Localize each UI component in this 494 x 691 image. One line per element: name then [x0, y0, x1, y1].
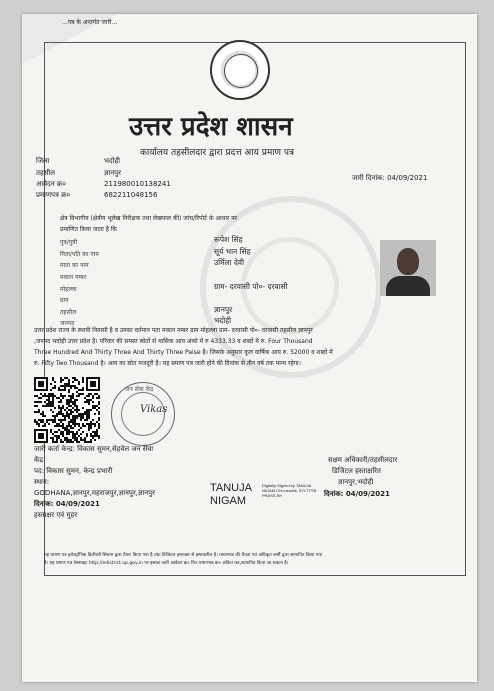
body-line: रु. Fifty Two Thousand है। आय का स्रोत मजदूरी है। यह प्रमाण पत्र जारी होने की दिनांक से तीन वर्ष तक मान्य रहेगा।: [34, 360, 301, 367]
page-subtitle: कार्यालय तहसीलदार द्वारा प्रदत्त आय प्रमाण पत्र: [140, 148, 294, 158]
signer-last-name: NIGAM: [210, 495, 247, 507]
detail-label: माता का नाम: [60, 262, 89, 269]
signer-first-name: TANUJA: [210, 482, 252, 494]
intro-line-2: प्रमाणित किया जाता है कि: [60, 226, 118, 233]
district-value: भदोही: [104, 157, 120, 165]
detail-value: ज्ञानपुर: [214, 305, 233, 314]
kendra-place-label: स्थान:: [34, 478, 50, 486]
seal-ring-text: जन सेवा केंद्र: [125, 386, 154, 393]
applicant-photo: [380, 240, 436, 296]
page-title: उत्तर प्रदेश शासन: [129, 112, 293, 142]
detail-value: रूपेश सिंह: [214, 235, 243, 244]
detail-value: सूर्य भान सिंह: [214, 247, 251, 256]
authority-date: दिनांक: 04/09/2021: [324, 490, 390, 498]
intro-line: क्षेत्र विभागीय (क्षेत्रीय भूलेख निरीक्षक तथा लेखपाल की) जांच/रिपोर्ट के आधार पर: [60, 215, 238, 222]
kendra-date: दिनांक: 04/09/2021: [34, 500, 100, 508]
detail-label: मकान नम्बर: [60, 274, 87, 281]
body-line: Three Hundred And Thirty Three And Thirty Three Paise है। जिसके अनुसार कुल वार्षिक आय रु. 52000 व शब्दों में: [34, 349, 333, 356]
handwritten-signature: Vikas: [140, 404, 168, 415]
detail-value: ग्राम- दरवासी पो०- दरवासी: [214, 282, 288, 291]
footer-line-1: यह प्रमाण पत्र इलेक्ट्रॉनिक डिलीवरी सिस्टम द्वारा तैयार किया गया है तथा डिजिटल हस्ताक्षर से हस्ताक्षरित है। प्रमाणपत्र की वैधता एवं अधिकृत कर्मी द्वारा सत्यापित किया गया: [44, 553, 323, 558]
detail-label: जनपद: [60, 320, 75, 327]
authority-digital: डिजिटल हस्ताक्षरित: [332, 467, 381, 475]
district-label: जिला: [36, 157, 50, 165]
authority-place: ज्ञानपुर,भदोही: [338, 478, 374, 486]
body-line: उत्तर प्रदेश राज्य के स्थायी निवासी है व उनका वर्तमान पता मकान नम्बर ग्राम मोहल्ला ग्राम- दरवासी पो०- दरवासी तहसील ज्ञानपुर: [34, 327, 313, 334]
certificate-number: 682211048156: [104, 191, 158, 199]
digital-signature-note: Digitally Signed by TANUJA NIGAM CN=newbill, SYLTTSR PRASS.SH: [262, 483, 317, 498]
detail-label: ग्राम: [60, 297, 69, 304]
kendra-name-cont: केंद्र: [34, 456, 44, 464]
kendra-place: GODHANA,ज्ञानपुर,महराजपुर,ज्ञानपुर,ज्ञानपुर: [34, 489, 155, 497]
detail-value: उर्मिला देवी: [214, 258, 245, 267]
detail-label: पिता/पति का नाम: [60, 251, 99, 258]
kendra-sign-label: हस्ताक्षर एवं मुहर: [34, 511, 78, 519]
issue-date: जारी दिनांक: 04/09/2021: [352, 174, 428, 182]
authority-title: सक्षम अधिकारी/तहसीलदार: [328, 456, 398, 464]
body-line: ,जनपद भदोही उत्तर प्रदेश है। परिवार की समस्त स्रोतों से मासिक आय अंको में रु 4333.33 व शब्दों में रु. Four Thousand: [34, 338, 313, 345]
footer-line-2: है। यह प्रमाण पत्र वेबसाइट http://edistrict.up.gov.in पर इसका जारी आवेदन क्र० फिर प्रमाणपत्र क्र० अंकित कर,सत्यापित किया जा सकता है।: [44, 561, 289, 566]
tehsil-label: तहसील: [36, 169, 55, 177]
certificate-page: [22, 14, 477, 682]
detail-value: भदोही: [214, 316, 232, 325]
top-note: ...पत्र के अन्तर्गत जारी...: [62, 19, 118, 26]
application-label: आवेदन क्र०: [36, 180, 66, 188]
kendra-post: पद: विकास सुमन, केन्द्र प्रभारी: [34, 467, 113, 475]
qr-code: [34, 377, 100, 443]
certificate-label: प्रमाणपत्र क्र०: [36, 191, 71, 199]
up-government-emblem: [210, 40, 270, 100]
tehsil-value: ज्ञानपुर: [104, 169, 122, 177]
detail-label: पुत्र/पुत्री: [60, 239, 78, 246]
application-number: 211980010138241: [104, 180, 171, 188]
detail-label: तहसील: [60, 309, 77, 316]
detail-label: मोहल्ला: [60, 286, 77, 293]
kendra-name: जारी कर्ता केन्द्र: विकास सुमन,सेहवेल जन सेवा: [34, 445, 154, 453]
